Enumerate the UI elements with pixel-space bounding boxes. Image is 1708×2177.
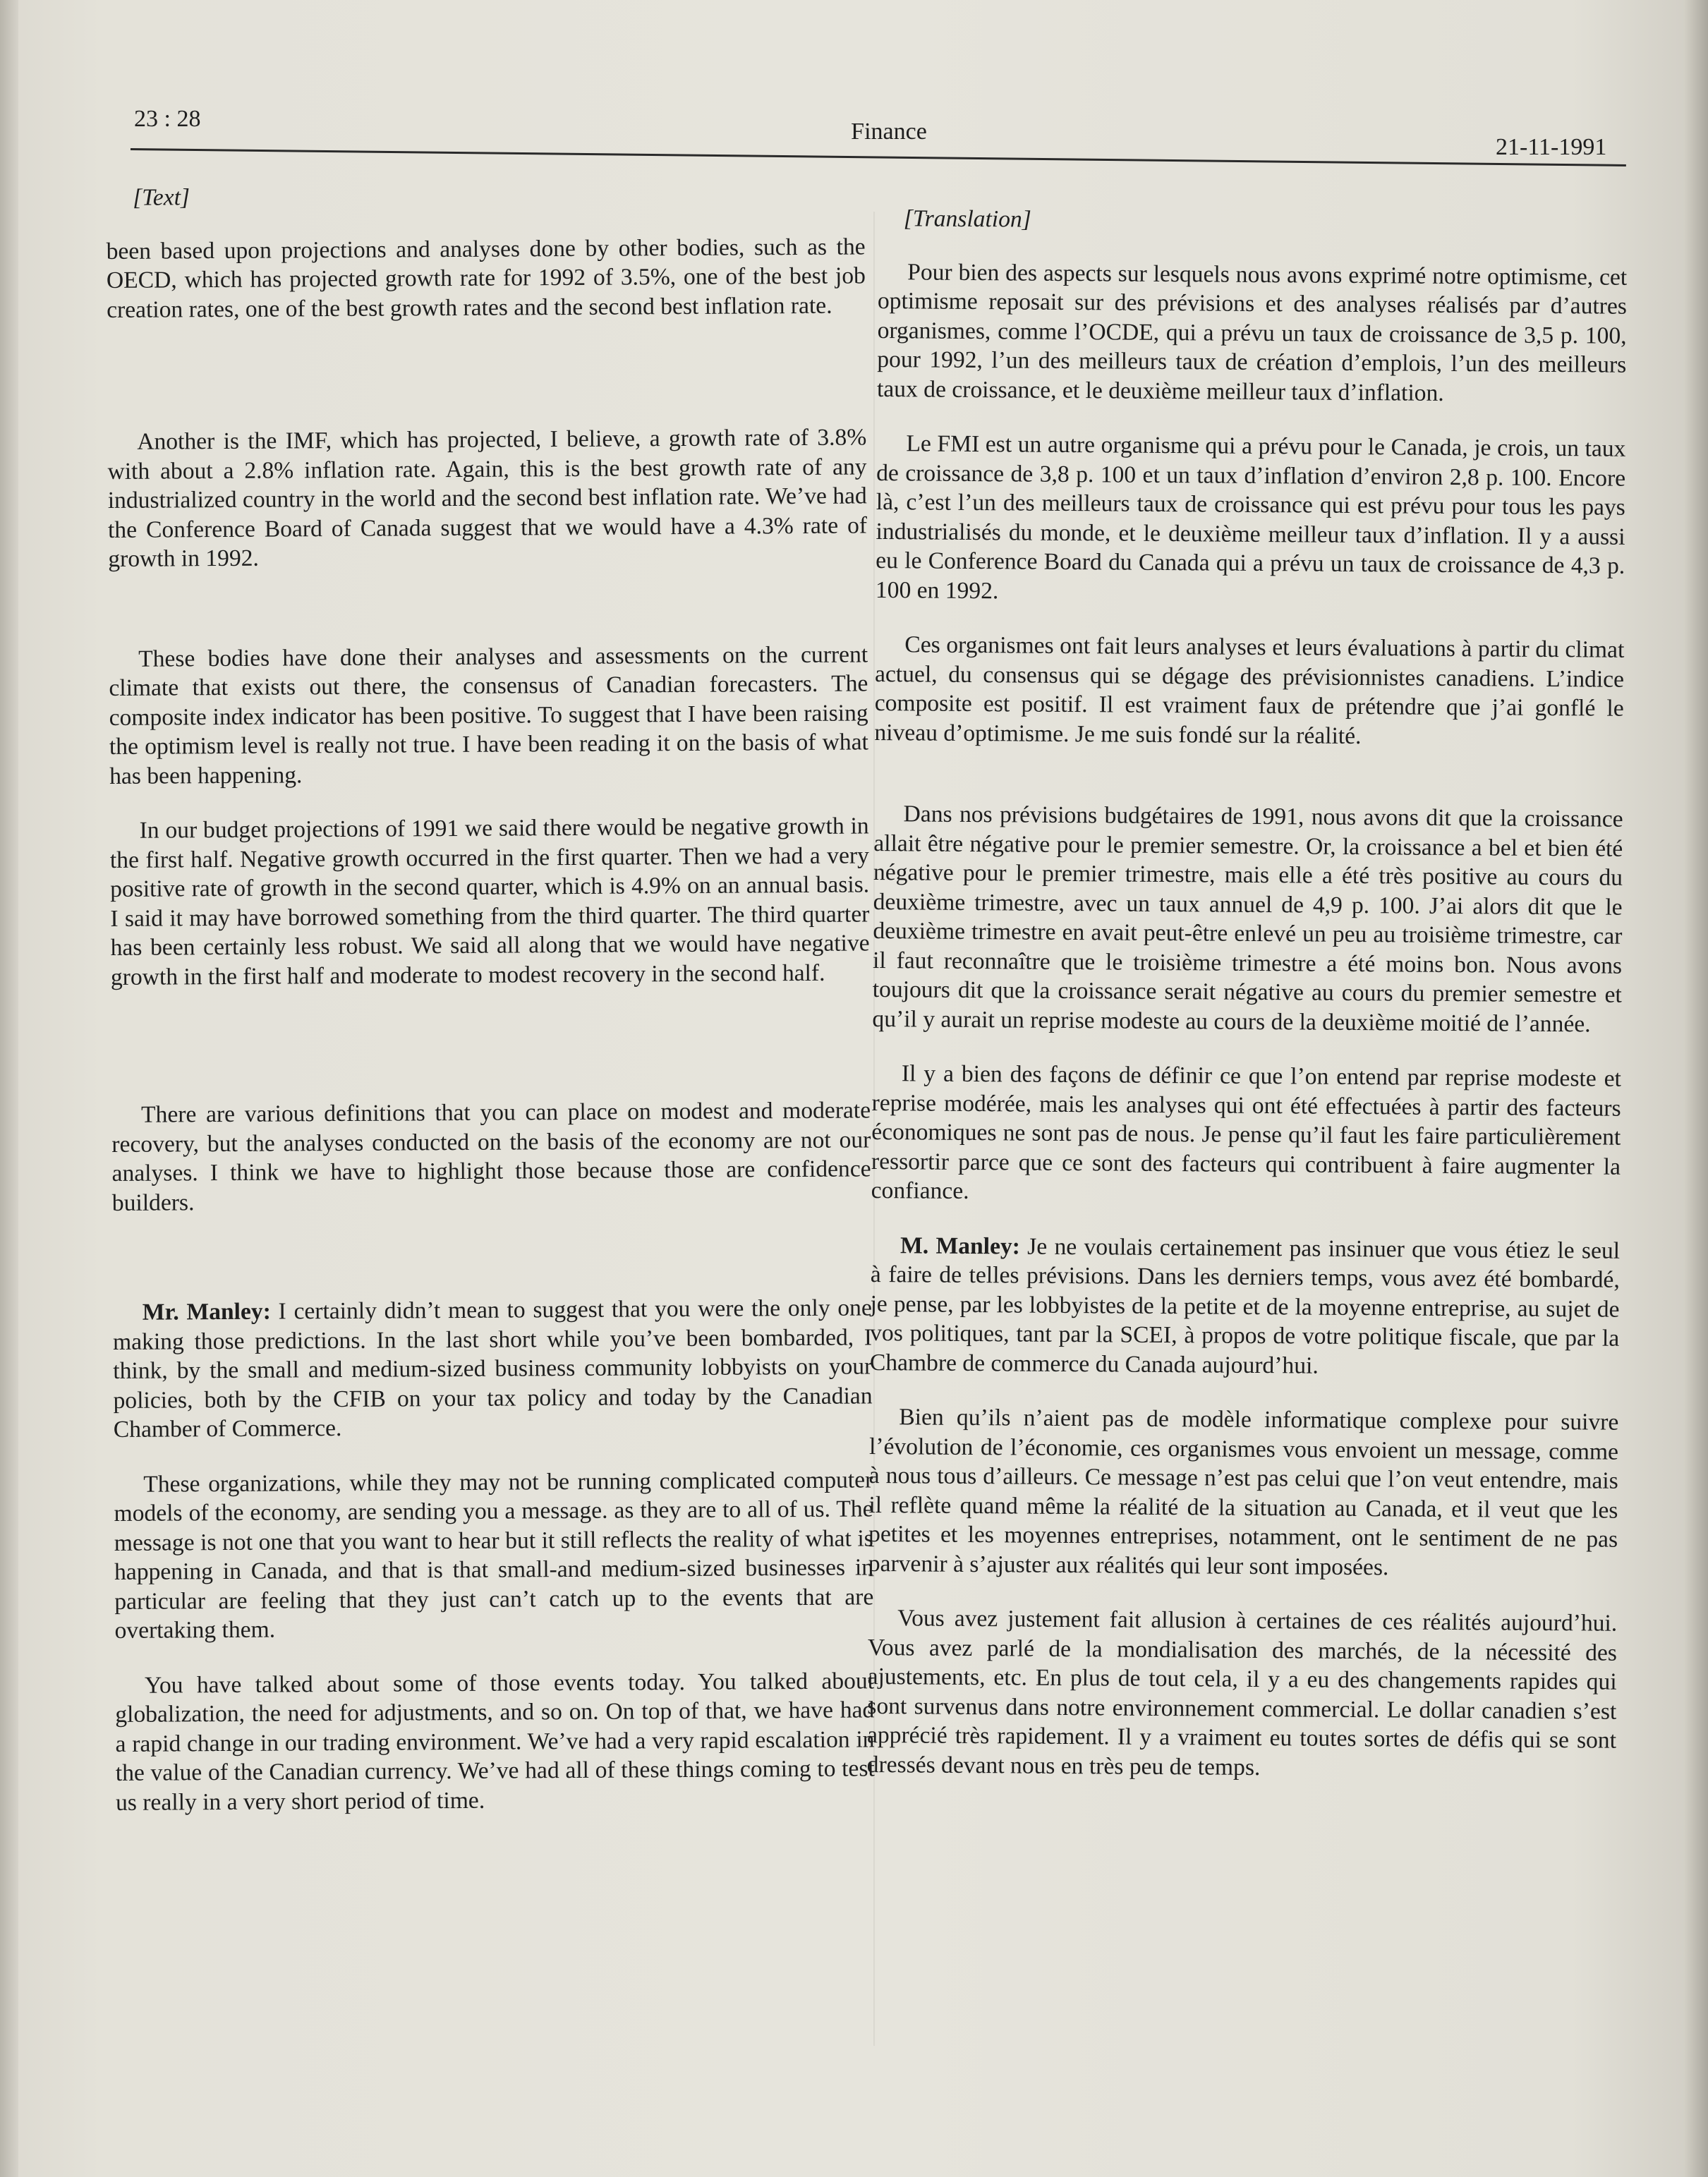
column-label: [Text] (133, 184, 190, 211)
paragraph (871, 1059, 1621, 1211)
paragraph (876, 429, 1626, 610)
page-left-edge (0, 0, 18, 2177)
paragraph (872, 799, 1623, 1039)
speaker-name: Mr. Manley: (142, 1298, 271, 1326)
paragraph-text: These bodies have done their analyses and assessments on the current climate that exists out there, the consensus of Canadian forecasters. The composite index indicator has been positive. To suggest that I have been raising the optimism level is really not true. I have been reading it on the basis of what has been happening. (109, 641, 869, 789)
paragraph (867, 1603, 1618, 1785)
paragraph (111, 1096, 871, 1218)
paragraph (110, 811, 871, 992)
page-number: 23 : 28 (134, 106, 201, 132)
paragraph-text: You have talked about some of those events today. You talked about globalization, the need for adjustments, and so on. On top of that, we have had a rapid change in our trading environment. We’ve had a very rapid escalation in the value of the Canadian currency. We’ve had all of these things coming to test us really in a very short period of time. (115, 1667, 875, 1816)
column-label: [Translation] (903, 205, 1031, 233)
paragraph (877, 257, 1627, 408)
paragraph (114, 1465, 874, 1646)
paragraph (874, 630, 1624, 753)
paragraph-text: Le FMI est un autre organisme qui a prévu pour le Canada, je crois, un taux de croissance de 3,8 p. 100 et un taux d’inflation d’environ 2,8 p. 100. Encore là, c’est l’un des meilleurs taux de croissance qui est prévu pour tous les pays industrialisés du monde, et le deuxième meilleur taux d’inflation. Il y a aussi eu le Conference Board du Canada qui a prévu un taux de croissance de 4,3 p. 100 en 1992. (875, 430, 1626, 604)
paragraph-text: Pour bien des aspects sur lesquels nous avons exprimé notre optimisme, cet optimisme reposait sur des prévisions et des analyses réalisés par d’autres organismes, comme l’OCDE, qui a prévu un taux de croissance de 3,5 p. 100, pour 1992, l’un des meilleurs taux de création d’emplois, l’un des meilleurs taux de croissance, et le deuxième meilleur taux d’inflation. (876, 258, 1628, 406)
paragraph (115, 1666, 875, 1817)
paragraph-text: Another is the IMF, which has projected, I believe, a growth rate of 3.8% with about a 2.8% inflation rate. Again, this is the best growth rate of any industrialized country in the world and the second best inflation rate. We’ve had the Conference Board of Canada suggest that we would have a 4.3% rate of growth in 1992. (107, 424, 868, 572)
speaker-name: M. Manley: (900, 1232, 1021, 1260)
paragraph-text: These organizations, while they may not be running complicated computer models of the economy, are sending you a message. as they are to all of us. The message is not one that you want to hear but it still reflects the reality of what is happening in Canada, and that is that small-and medium-sized businesses in particular are feeling that they just can’t catch up to the events that are overtaking them. (114, 1466, 874, 1644)
paragraph (870, 1230, 1620, 1382)
paragraph-text: I certainly didn’t mean to suggest that you were the only one making those predictions. In the last short while you’ve been bombarded, I think, by the small and medium-sized business community lobbyists on your policies, both by the CFIB on your tax policy and today by the Canadian Chamber of Commerce. (112, 1294, 873, 1443)
paragraph (113, 1293, 873, 1444)
paragraph (109, 640, 868, 791)
paragraph-text: Bien qu’ils n’aient pas de modèle informatique complexe pour suivre l’évolution de l’économie, ces organismes vous envoient un message, comme à nous tous d’ailleurs. Ce message n’est pas celui que l’on veut entendre, mais il reflète quand même la réalité de la situation au Canada, et il veut que les petites et les moyennes entreprises, notamment, ont le sentiment de ne pas parvenir à s’ajuster aux réalités qui leur sont imposées. (868, 1404, 1619, 1580)
paragraph (106, 232, 866, 325)
french-column (867, 200, 1628, 1785)
paragraph-text: Dans nos prévisions budgétaires de 1991, nous avons dit que la croissance allait être négative pour le premier semestre. Or, la croissance a bel et bien été négative pour le premier trimestre, mais elle a été très positive au cours du deuxième trimestre, avec un taux annuel de 4,9 p. 100. J’ai alors dit que le deuxième trimestre en avait peut-être enlevé un peu au troisième trimestre, car il faut reconnaître que le troisième trimestre a été moins bon. Nous avons toujours dit que la croissance serait négative au cours du premier semestre et qu’il y aurait un reprise modeste au cours de la deuxième moitié de l’année. (872, 801, 1623, 1037)
paragraph-text: Il y a bien des façons de définir ce que l’on entend par reprise modeste et reprise modérée, mais les analyses qui ont été effectuées à partir des facteurs économiques ne sont pas de nous. Je pense qu’il faut les faire particulièrement ressortir parce que ce sont des facteurs qui contribuent à faire augmenter la confiance. (871, 1060, 1622, 1204)
paragraph (868, 1402, 1619, 1584)
paragraph (107, 423, 867, 574)
committee-title: Finance (851, 119, 927, 145)
paragraph-text: In our budget projections of 1991 we said there would be negative growth in the first half. Negative growth occurred in the first quarter. Then we had a very positive rate of growth in the second quarter, which is 4.9% on an annual basis. I said it may have borrowed something from the third quarter. The third quarter has been certainly less robust. We said all along that we would have negative growth in the first half and moderate to modest recovery in the second half. (109, 813, 870, 990)
paragraph-text: Je ne voulais certainement pas insinuer que vous étiez le seul à faire de telles prévisions. Dans les derniers temps, vous avez été bombardé, je pense, par les lobbyistes de la petite et de la moyenne entreprise, au sujet de vos politiques, tant par la SCEI, à propos de votre politique fiscale, que par la Chambre de commerce du Canada aujourd’hui. (869, 1233, 1621, 1379)
paragraph-text: Ces organismes ont fait leurs analyses et leurs évaluations à partir du climat actuel, du consensus qui se dégage des prévisionnistes canadiens. L’indice composite est positif. Il est vraiment faux de prétendre que j’ai gonflé le niveau d’optimisme. Je me suis fondé sur la réalité. (874, 631, 1625, 749)
paragraph-text: Vous avez justement fait allusion à certaines de ces réalités aujourd’hui. Vous avez parlé de la mondialisation des marchés, de la nécessité des ajustements, etc. En plus de tout cela, il y a eu des changements rapides qui sont survenus dans notre environnement commercial. Le dollar canadien s’est apprécié très rapidement. Il y a vraiment eu toutes sortes de défis qui se sont dressés devant nous en très peu de temps. (866, 1605, 1618, 1781)
english-column (106, 174, 875, 1817)
page-right-edge (1684, 0, 1708, 2177)
header-rule (131, 148, 1626, 166)
paragraph-text: been based upon projections and analyses done by other bodies, such as the OECD, which has projected growth rate for 1992 of 3.5%, one of the best job creation rates, one of the best growth rates and the second best inflation rate. (106, 233, 866, 323)
sitting-date: 21-11-1991 (1496, 134, 1607, 160)
paragraph-text: There are various definitions that you can place on modest and moderate recovery, but the analyses conducted on the basis of the economy are not our analyses. I think we have to highlight those because those are confidence builders. (111, 1097, 871, 1216)
